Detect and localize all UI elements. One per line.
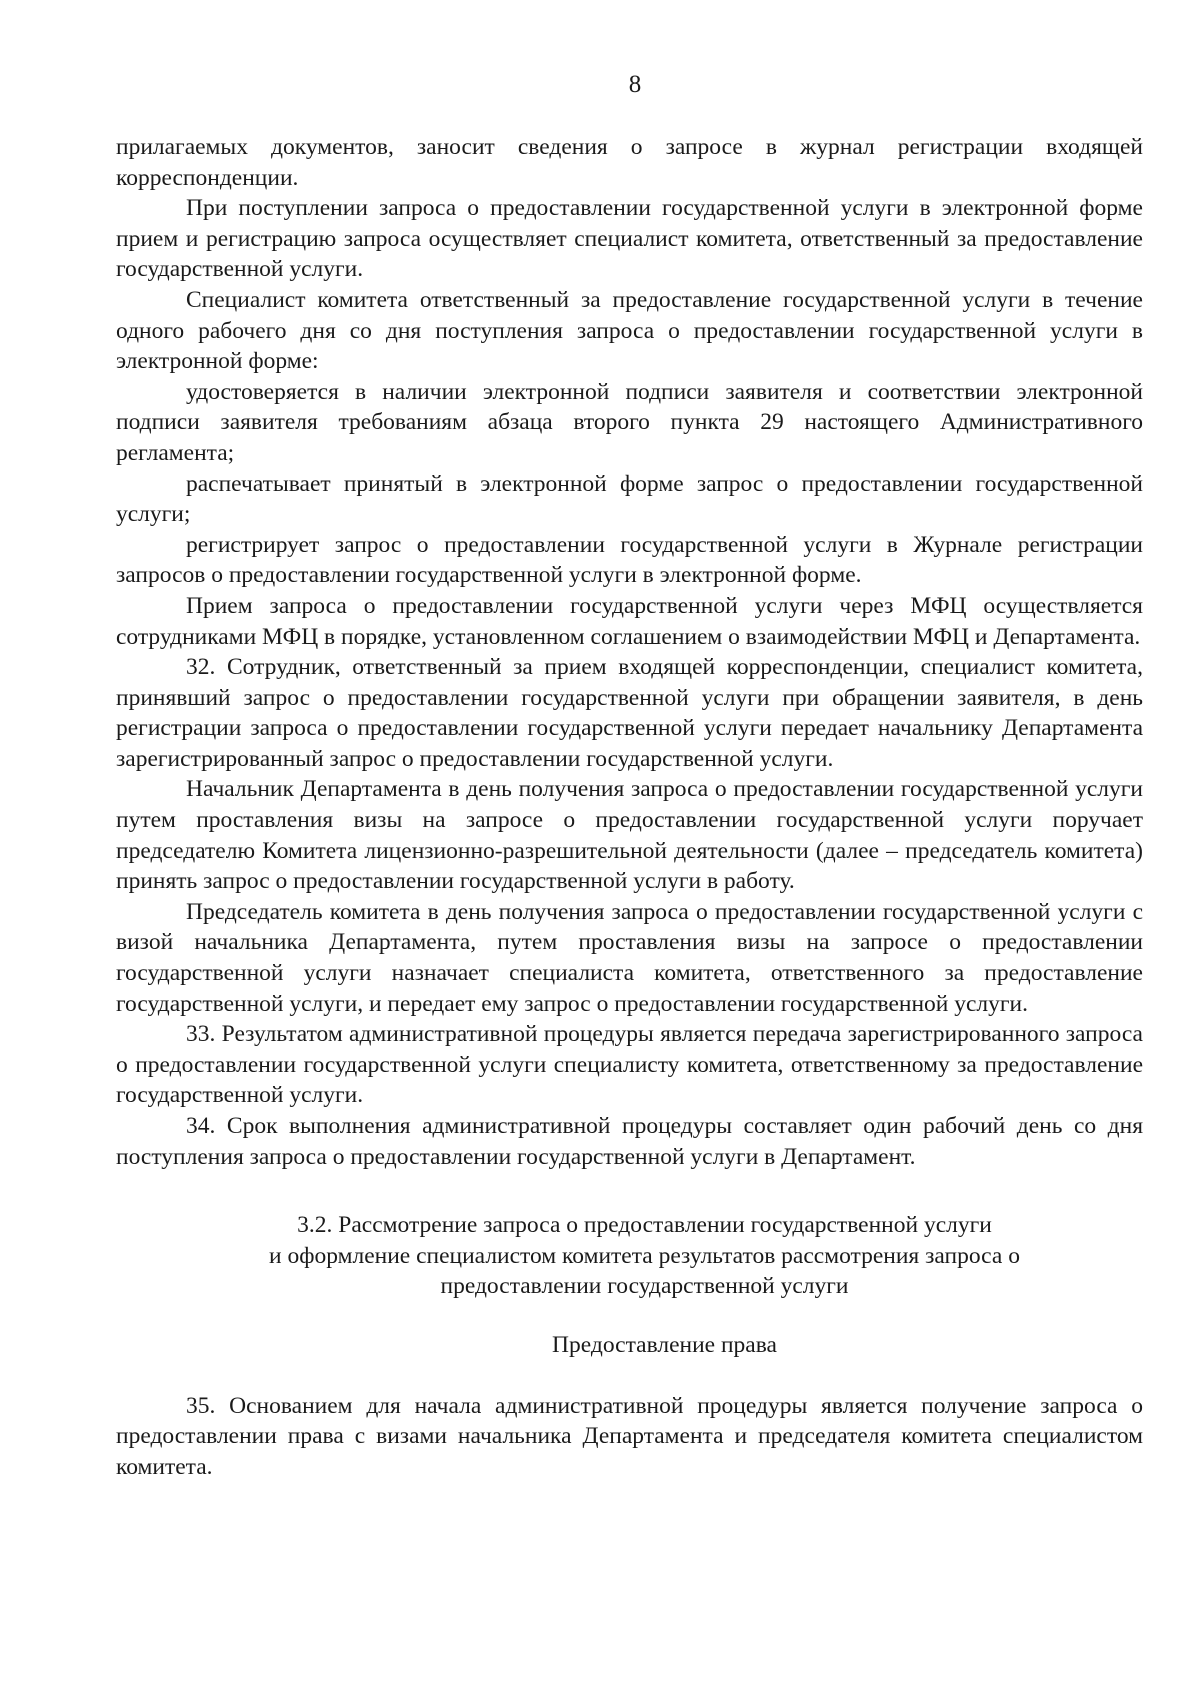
paragraph: удостоверяется в наличии электронной подписи заявителя и соответствии электронной подписи заявителя требованиям абзаца второго пункта 29 настоящего Административного регламента;: [116, 378, 1143, 466]
section-heading-line1: 3.2. Рассмотрение запроса о предоставлении государственной услуги: [297, 1212, 992, 1239]
paragraph-33: 33. Результатом административной процедуры является передача зарегистрированного запроса о предоставлении государственной услуги специалисту комитета, ответственному за предоставление государственной услуги.: [116, 1021, 1143, 1109]
paragraph: Прием запроса о предоставлении государственной услуги через МФЦ осуществляется сотрудниками МФЦ в порядке, установленном соглашением о взаимодействии МФЦ и Департамента.: [116, 592, 1143, 650]
paragraph: регистрирует запрос о предоставлении государственной услуги в Журнале регистрации запросов о предоставлении государственной услуги в электронной форме.: [116, 531, 1143, 589]
document-body: [116, 132, 1143, 1482]
paragraph: распечатывает принятый в электронной форме запрос о предоставлении государственной услуги;: [116, 470, 1143, 528]
subheading: Предоставление права: [552, 1331, 777, 1358]
section-heading-line3: предоставлении государственной услуги: [440, 1273, 849, 1300]
paragraph: Начальник Департамента в день получения запроса о предоставлении государственной услуги путем проставления визы на запросе о предоставлении государственной услуги поручает председателю Комитета лицензионно-разрешительной деятельности (далее – председатель комитета) принять запрос о предоставлении государственной услуги в работу.: [116, 776, 1143, 895]
paragraph: Специалист комитета ответственный за предоставление государственной услуги в течение одного рабочего дня со дня поступления запроса о предоставлении государственной услуги в электронной форме:: [116, 286, 1143, 375]
page-number: 8: [628, 71, 642, 98]
paragraph: При поступлении запроса о предоставлении государственной услуги в электронной форме прием и регистрацию запроса осуществляет специалист комитета, ответственный за предоставление государственной услуги.: [116, 195, 1143, 283]
paragraph: прилагаемых документов, заносит сведения о запросе в журнал регистрации входящей корреспонденции.: [116, 134, 1143, 191]
paragraph: Председатель комитета в день получения запроса о предоставлении государственной услуги с визой начальника Департамента, путем проставления визы на запросе о предоставлении государственной услуги назначает специалиста комитета, ответственного за предоставление государственной услуги, и передает ему запрос о предоставлении государственной услуги.: [116, 898, 1143, 1017]
paragraph-35: 35. Основанием для начала административной процедуры является получение запроса о предоставлении права с визами начальника Департамента и председателя комитета специалистом комитета.: [116, 1392, 1143, 1480]
paragraph-32: 32. Сотрудник, ответственный за прием входящей корреспонденции, специалист комитета, принявший запрос о предоставлении государственной услуги при обращении заявителя, в день регистрации запроса о предоставлении государственной услуги передает начальнику Департамента зарегистрированный запрос о предоставлении государственной услуги.: [116, 654, 1143, 772]
paragraph-34: 34. Срок выполнения административной процедуры составляет один рабочий день со дня поступления запроса о предоставлении государственной услуги в Департамент.: [116, 1113, 1143, 1170]
section-heading-line2: и оформление специалистом комитета результатов рассмотрения запроса о: [269, 1242, 1020, 1269]
